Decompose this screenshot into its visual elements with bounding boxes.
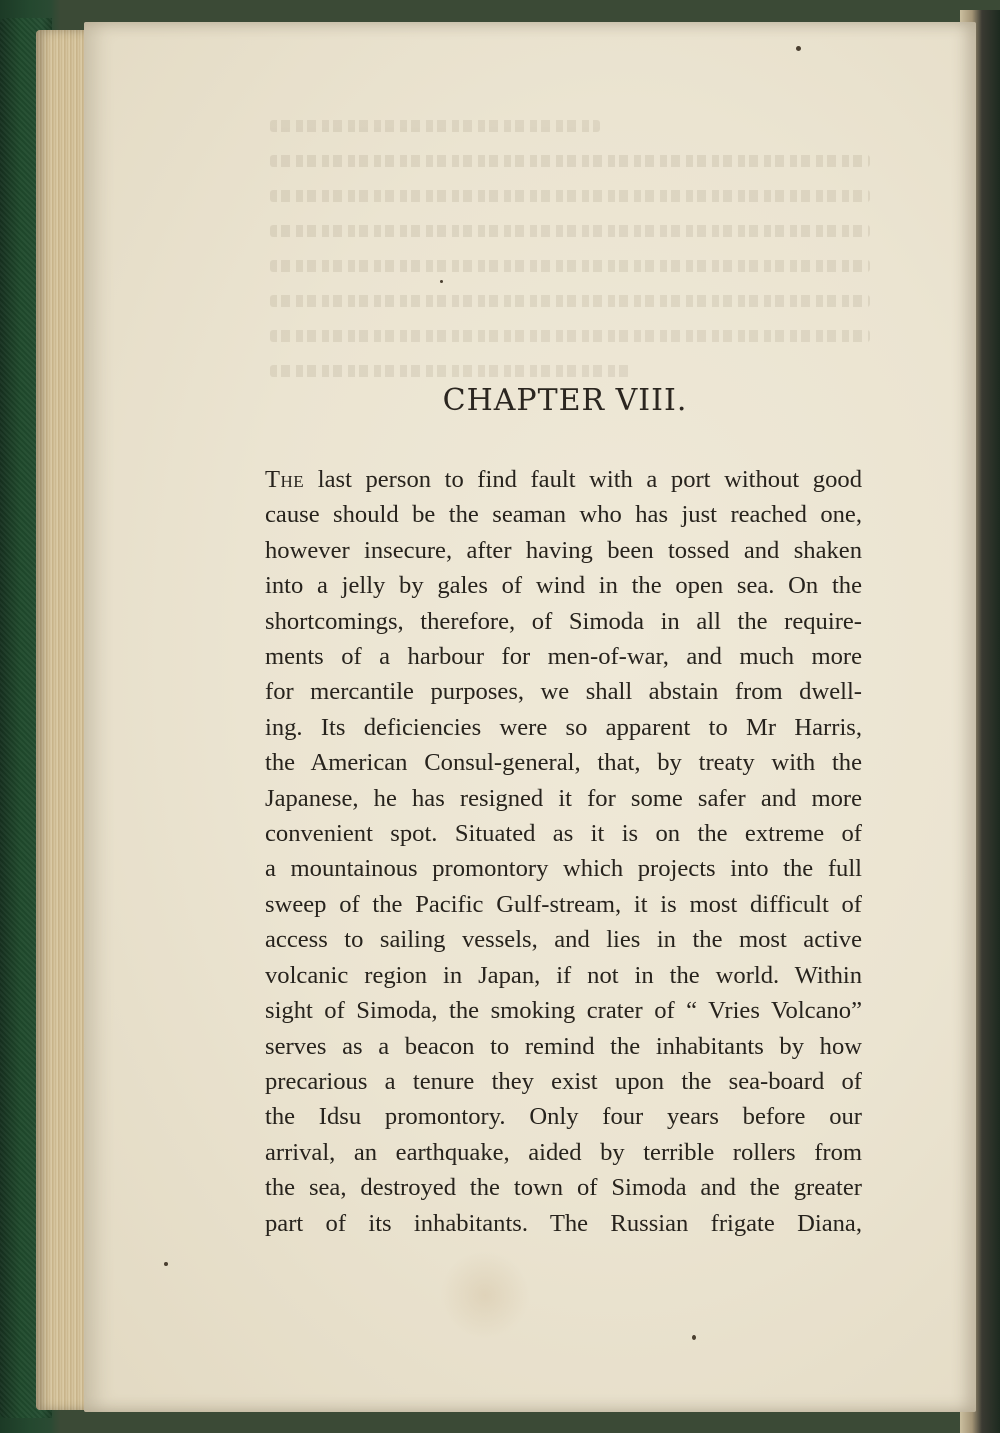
text-line — [265, 462, 862, 497]
line-text: cause should be the seaman who has just reached one, — [265, 501, 862, 529]
text-line — [265, 497, 862, 532]
line-text: a mountainous promontory which projects into the full — [265, 855, 862, 883]
text-line — [265, 816, 862, 851]
line-text: into a jelly by gales of wind in the open sea. On the — [265, 572, 862, 600]
line-text: ing. Its deficiencies were so apparent to Mr Harris, — [265, 713, 862, 741]
text-line — [265, 781, 862, 816]
text-line — [265, 887, 862, 922]
text-line — [265, 993, 862, 1028]
text-line — [265, 851, 862, 886]
line-text: sight of Simoda, the smoking crater of “ Vries Volcano” — [265, 997, 862, 1025]
text-line — [265, 674, 862, 709]
text-line — [265, 1029, 862, 1064]
chapter-title: CHAPTER VIII. — [442, 383, 688, 418]
line-text: serves as a beacon to remind the inhabitants by how — [265, 1032, 862, 1060]
text-line — [265, 1099, 862, 1134]
text-line — [265, 1170, 862, 1205]
paper-speck — [692, 1335, 696, 1340]
line-text: shortcomings, therefore, of Simoda in all the require- — [265, 607, 862, 635]
paper-speck — [164, 1262, 168, 1266]
line-text: arrival, an earthquake, aided by terrible rollers from — [265, 1138, 862, 1166]
line-text: last person to find fault with a port without good — [304, 466, 862, 493]
text-line — [265, 568, 862, 603]
text-line — [265, 1206, 862, 1241]
text-line — [265, 533, 862, 568]
line-text: the American Consul-general, that, by treaty with the — [265, 749, 862, 777]
paper-speck — [796, 46, 801, 51]
text-line — [265, 604, 862, 639]
line-text: the Idsu promontory. Only four years before our — [265, 1103, 862, 1131]
paper-speck — [440, 280, 443, 283]
text-line — [265, 922, 862, 957]
line-text: part of its inhabitants. The Russian frigate Diana, — [265, 1209, 862, 1237]
text-line — [265, 745, 862, 780]
text-line — [265, 1064, 862, 1099]
paper-stain — [440, 1250, 530, 1340]
line-text: volcanic region in Japan, if not in the world. Within — [265, 961, 862, 989]
text-line — [265, 710, 862, 745]
line-text: ments of a harbour for men-of-war, and much more — [265, 643, 862, 671]
small-caps-lead-word: The — [265, 466, 305, 493]
line-text: the sea, destroyed the town of Simoda and the greater — [265, 1174, 862, 1202]
line-text: Japanese, he has resigned it for some safer and more — [265, 784, 862, 812]
line-text: sweep of the Pacific Gulf-stream, it is most difficult of — [265, 890, 862, 918]
line-text: however insecure, after having been tossed and shaken — [265, 536, 862, 564]
line-text: convenient spot. Situated as it is on the extreme of — [265, 820, 862, 848]
line-text: access to sailing vessels, and lies in the most active — [265, 926, 862, 954]
text-line — [265, 639, 862, 674]
line-text: precarious a tenure they exist upon the sea-board of — [265, 1067, 862, 1095]
text-line — [265, 1135, 862, 1170]
text-line — [265, 958, 862, 993]
line-text: for mercantile purposes, we shall abstain from dwell- — [265, 678, 862, 706]
body-text — [265, 462, 862, 1241]
